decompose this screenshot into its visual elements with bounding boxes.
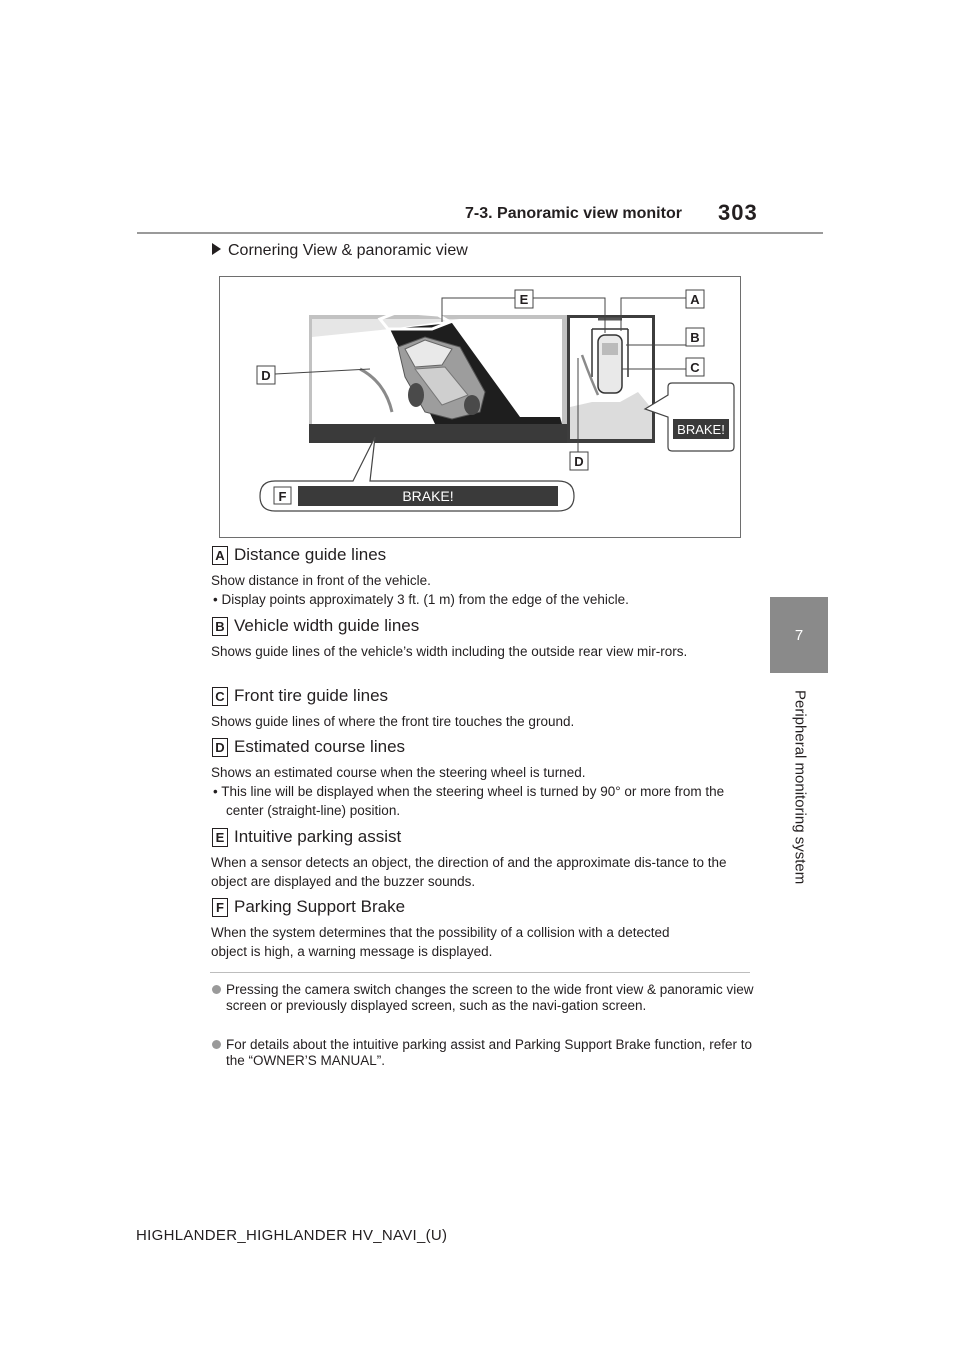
item-b-body: Shows guide lines of the vehicle’s width including the outside rear view mir-rors. <box>211 644 688 659</box>
chapter-tab[interactable] <box>770 597 828 673</box>
note-bullet-icon <box>212 985 221 994</box>
item-e-title: Intuitive parking assist <box>234 827 402 846</box>
header-divider <box>137 232 823 234</box>
chapter-title: Peripheral monitoring system <box>791 690 809 885</box>
callout-d-bottom: D <box>574 454 584 469</box>
car-windshield-icon <box>602 343 618 355</box>
note-1 <box>212 982 756 1014</box>
screen-bottom-bar <box>309 424 567 443</box>
chapter-number: 7 <box>794 626 804 644</box>
callout-b: B <box>690 330 700 345</box>
callout-f-bottom: F <box>278 489 287 504</box>
item-d-heading <box>212 737 405 757</box>
item-c-heading <box>212 686 388 706</box>
item-d-body: Shows an estimated course when the steering wheel is turned. <box>211 765 586 780</box>
item-c-body: Shows guide lines of where the front tire touches the ground. <box>211 714 575 729</box>
callout-c: C <box>690 360 700 375</box>
item-a-title: Distance guide lines <box>234 545 387 564</box>
brake-text-bottom: BRAKE! <box>402 488 454 504</box>
item-b-heading <box>212 616 419 636</box>
item-e-heading <box>212 827 401 847</box>
item-a-heading <box>212 545 386 565</box>
subsection-title <box>212 242 468 260</box>
item-c-title: Front tire guide lines <box>234 686 389 705</box>
item-a-body: Show distance in front of the vehicle. <box>211 573 431 588</box>
note-bullet-icon <box>212 1040 221 1049</box>
item-e-body: When a sensor detects an object, the direction of and the approximate dis-tance to the object are displayed and the buzzer sounds. <box>211 855 727 889</box>
monitor-illustration <box>219 276 741 538</box>
tag-f: F <box>212 898 228 917</box>
note-1-text: Pressing the camera switch changes the screen to the wide front view & panoramic view screen or previously displayed screen, such as the navi-gation screen. <box>226 982 754 1013</box>
tag-b: B <box>212 617 228 636</box>
callout-e: E <box>519 292 529 307</box>
item-d-bullet-text: This line will be displayed when the steering wheel is turned by 90° or more from the center (straight-line) position. <box>221 784 725 818</box>
item-a-bullet: • Display points approximately 3 ft. (1 m) from the edge of the vehicle. <box>213 592 629 607</box>
tag-a: A <box>212 546 228 565</box>
tag-d: D <box>212 738 228 757</box>
brake-bubble-right <box>645 383 734 451</box>
tag-e: E <box>212 828 228 847</box>
item-f-title: Parking Support Brake <box>234 897 406 916</box>
chapter-title-vertical <box>770 690 828 920</box>
note-2-text: For details about the intuitive parking assist and Parking Support Brake function, refer to the “OWNER’S MANUAL”. <box>226 1037 753 1068</box>
notes-divider <box>210 972 750 973</box>
callout-a: A <box>690 292 700 307</box>
note-2 <box>212 1037 756 1069</box>
item-f-heading <box>212 897 405 917</box>
item-d-bullet: • This line will be displayed when the steering wheel is turned by 90° or more from the center (straight-line) position. <box>213 784 725 818</box>
callout-d-left: D <box>261 368 271 383</box>
brake-text-right: BRAKE! <box>677 422 725 437</box>
item-b-title: Vehicle width guide lines <box>234 616 420 635</box>
section-title: 7-3. Panoramic view monitor <box>465 205 682 222</box>
monitor-diagram <box>220 277 740 537</box>
tag-c: C <box>212 687 228 706</box>
item-f-body: When the system determines that the possibility of a collision with a detected object is high, a warning message is displayed. <box>211 925 670 959</box>
item-d-title: Estimated course lines <box>234 737 406 756</box>
triangle-bullet-icon <box>212 243 221 255</box>
footer-model: HIGHLANDER_HIGHLANDER HV_NAVI_(U) <box>136 1227 448 1244</box>
item-a-bullet-text: Display points approximately 3 ft. (1 m) from the edge of the vehicle. <box>221 592 629 607</box>
page-number: 303 <box>718 200 758 225</box>
subsection-title-text: Cornering View & panoramic view <box>228 242 468 259</box>
